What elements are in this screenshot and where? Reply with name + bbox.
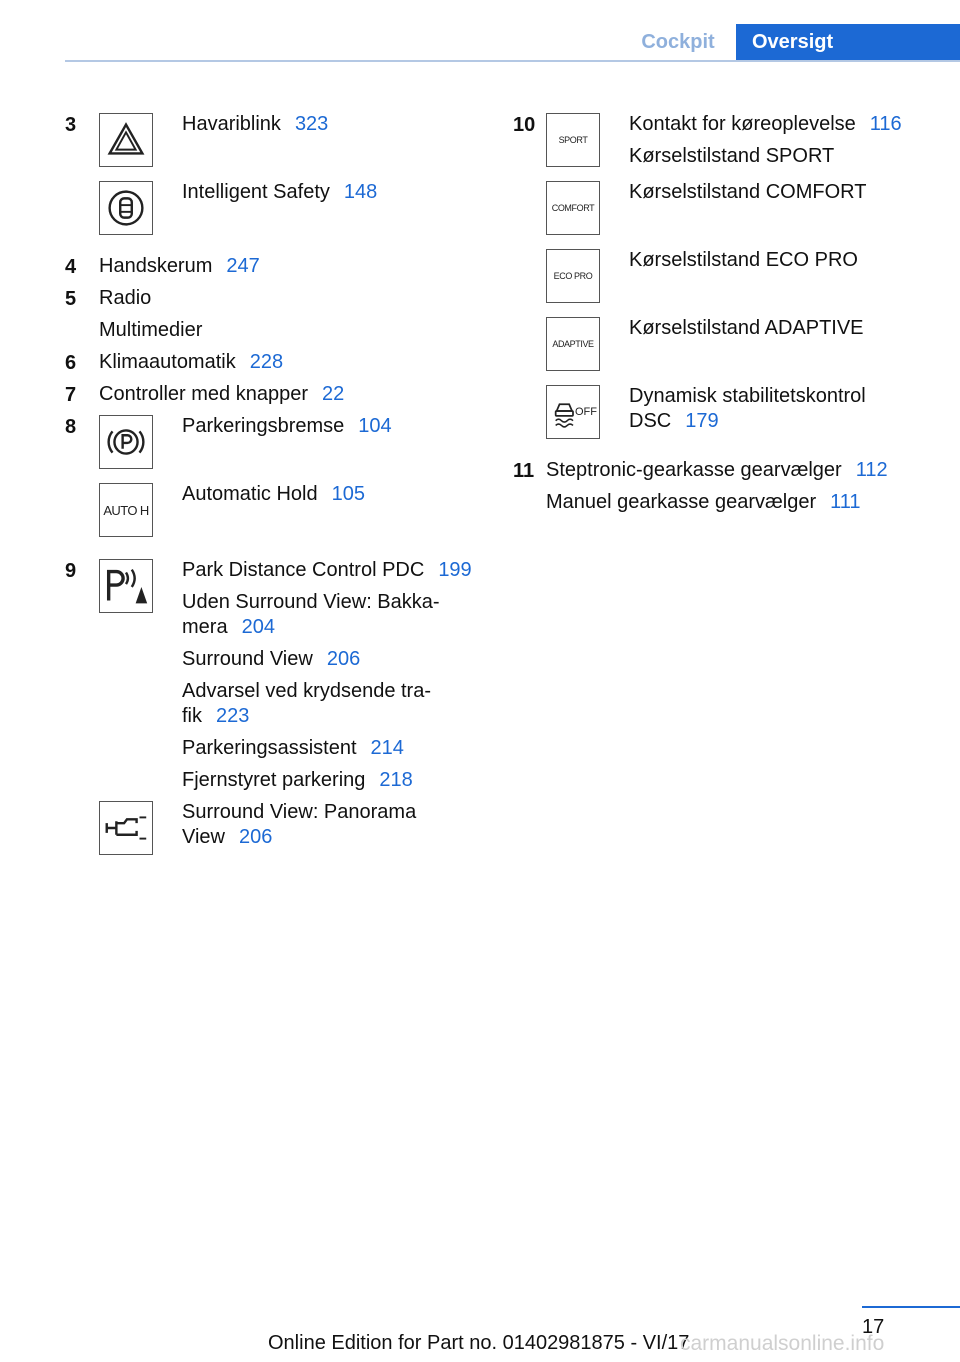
eco-pro-mode-icon xyxy=(546,249,600,303)
page-ref-link[interactable]: 148 xyxy=(343,181,378,203)
panorama-view-icon xyxy=(99,801,153,855)
header-divider xyxy=(65,60,960,62)
auto-hold-icon xyxy=(99,483,153,537)
dsc-off-icon-label: OFF xyxy=(575,406,597,418)
entry-uden-line2: mera 204 xyxy=(182,616,275,638)
item-number-6: 6 xyxy=(65,352,77,374)
entry-klimaautomatik: Klimaautomatik 228 xyxy=(99,351,284,373)
entry-advarsel-line1: Advarsel ved krydsende tra- xyxy=(182,680,432,702)
entry-steptronic: Steptronic-gearkasse gearvælger 112 xyxy=(546,459,888,481)
entry-ecopro: Kørselstilstand ECO PRO xyxy=(629,249,858,271)
page-ref-link[interactable]: 104 xyxy=(358,415,392,437)
page-ref-link[interactable]: 218 xyxy=(379,769,413,791)
entry-multimedier: Multimedier xyxy=(99,319,203,341)
item-number-10: 10 xyxy=(513,114,536,136)
entry-panorama-line1: Surround View: Panorama xyxy=(182,801,417,823)
entry-advarsel-line2: fik 223 xyxy=(182,705,250,727)
page-ref-link[interactable]: 323 xyxy=(294,113,329,135)
comfort-mode-icon xyxy=(546,181,600,235)
entry-intelligent-safety: Intelligent Safety 148 xyxy=(182,181,378,203)
auto-hold-icon-label: AUTO H xyxy=(103,502,149,518)
hazard-warning-icon xyxy=(99,113,153,167)
page-ref-link[interactable]: 228 xyxy=(249,351,284,373)
page-ref-link[interactable]: 199 xyxy=(438,559,472,581)
page-ref-link[interactable]: 105 xyxy=(331,483,365,505)
page-ref-link[interactable]: 206 xyxy=(326,648,361,670)
entry-sport: Kørselstilstand SPORT xyxy=(629,145,835,167)
entry-uden-line1: Uden Surround View: Bakka- xyxy=(182,591,440,613)
edition-text: Online Edition for Part no. 01402981875 - VI/17 xyxy=(268,1332,690,1354)
entry-adaptive: Kørselstilstand ADAPTIVE xyxy=(629,317,864,339)
page-ref-link[interactable]: 112 xyxy=(855,459,888,481)
item-number-8: 8 xyxy=(65,416,77,438)
park-distance-control-icon xyxy=(99,559,153,613)
item-number-7: 7 xyxy=(65,384,77,406)
page-ref-link[interactable]: 204 xyxy=(241,616,275,638)
item-number-11: 11 xyxy=(513,460,535,482)
page-ref-link[interactable]: 111 xyxy=(830,491,861,513)
page-ref-link[interactable]: 206 xyxy=(239,826,273,848)
sport-mode-icon xyxy=(546,113,600,167)
page-ref-link[interactable]: 22 xyxy=(322,383,345,405)
page-ref-link[interactable]: 116 xyxy=(869,113,902,135)
entry-automatic-hold: Automatic Hold 105 xyxy=(182,483,365,505)
entry-havariblink: Havariblink 323 xyxy=(182,113,329,135)
item-number-3: 3 xyxy=(65,114,77,136)
adaptive-mode-icon xyxy=(546,317,600,371)
tab-cockpit[interactable]: Cockpit xyxy=(641,31,715,53)
entry-parkeringsbremse: Parkeringsbremse 104 xyxy=(182,415,392,437)
entry-pdc: Park Distance Control PDC 199 xyxy=(182,559,472,581)
entry-surround-view: Surround View 206 xyxy=(182,648,361,670)
page-ref-link[interactable]: 179 xyxy=(685,410,719,432)
item-number-9: 9 xyxy=(65,560,77,582)
sport-mode-icon-label: SPORT xyxy=(558,135,588,145)
entry-handskerum: Handskerum 247 xyxy=(99,255,260,277)
entry-comfort: Kørselstilstand COMFORT xyxy=(629,181,867,203)
dsc-off-icon xyxy=(546,385,600,439)
page-number: 17 xyxy=(862,1316,885,1338)
entry-dsc-line2: DSC 179 xyxy=(629,410,719,432)
item-number-5: 5 xyxy=(65,288,77,310)
footer-divider xyxy=(862,1306,960,1308)
entry-dsc-line1: Dynamisk stabilitetskontrol xyxy=(629,385,866,407)
entry-panorama-line2: View 206 xyxy=(182,826,273,848)
item-number-4: 4 xyxy=(65,256,77,278)
adaptive-mode-icon-label: ADAPTIVE xyxy=(552,339,594,349)
comfort-mode-icon-label: COMFORT xyxy=(551,203,595,213)
parking-brake-icon xyxy=(99,415,153,469)
tab-oversigt[interactable]: Oversigt xyxy=(736,24,960,61)
entry-fjernstyret: Fjernstyret parkering 218 xyxy=(182,769,413,791)
page-ref-link[interactable]: 247 xyxy=(226,255,260,277)
page-ref-link[interactable]: 214 xyxy=(370,737,404,759)
entry-kontakt: Kontakt for køreoplevelse 116 xyxy=(629,113,902,135)
intelligent-safety-icon xyxy=(99,181,153,235)
watermark: carmanualsonline.info xyxy=(680,1332,885,1355)
entry-radio: Radio xyxy=(99,287,152,309)
entry-parkeringsassistent: Parkeringsassistent 214 xyxy=(182,737,404,759)
entry-manuel: Manuel gearkasse gearvælger 111 xyxy=(546,491,861,513)
page-ref-link[interactable]: 223 xyxy=(216,705,250,727)
eco-pro-mode-icon-label: ECO PRO xyxy=(553,271,593,281)
entry-controller: Controller med knapper 22 xyxy=(99,383,345,405)
